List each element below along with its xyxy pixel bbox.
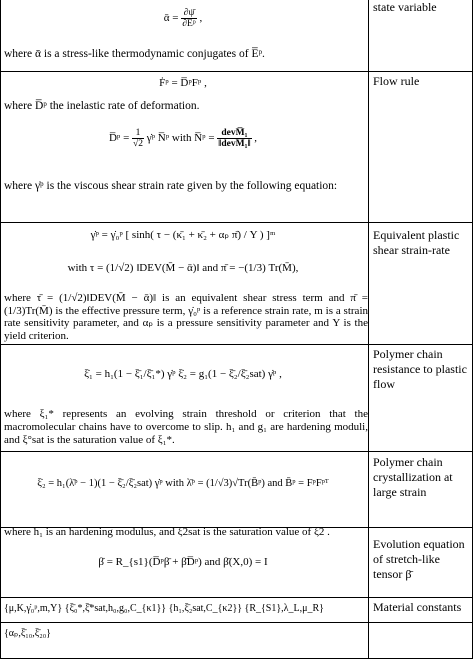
flow-eq2-lhs: D̅ᵖ = (108, 132, 133, 145)
state-text: where ᾱ is a stress-like thermodynamic conjugates of E̅ᵖ. (4, 48, 265, 60)
label-polymer-crystallization: Polymer chain crystallization at large strain (373, 455, 453, 499)
label-flow-rule: Flow rule (373, 74, 420, 88)
label-material-constants: Material constants (373, 600, 462, 614)
label-state-variable: state variable (373, 0, 437, 14)
label-polymer-resistance: Polymer chain resistance to plastic flow (373, 347, 467, 391)
constants-line-2: {αₚ,ξ̄₁₀,ξ̄₂₀} (4, 628, 51, 639)
flow-eq2-end: , (254, 132, 258, 145)
row-divider (0, 222, 473, 223)
polymer-equation: ξ̇₁ = h₁(1 − ξ̄₁/ξ̄₁*) γ̇ᵖ ξ̇₂ = g₁(1 − ξ̄₂/ξ̄₂sat) γ̇ᵖ , (84, 368, 282, 380)
cryst-equation: ξ̇₂ = h₁(λ̄ᵖ − 1)(1 − ξ̄₂/ξ̄₂sat) γ̇ᵖ with λ̄ᵖ = (1/√3)√Tr(B̄ᵖ) and B̄ᵖ = FᵖFᵖᵀ (37, 478, 329, 489)
shear-main-equation: γ̇ᵖ = γ̇₀ᵖ [ sinh( τ − (κ̄₁ + κ̄₂ + αₚ π̄) / Y ) ]ᵐ (90, 229, 276, 241)
state-eq-denominator: ∂E̅ᵖ (182, 19, 196, 29)
flow-eq2-mid: γ̇ᵖ N̅ᵖ with N̅ᵖ = (146, 132, 218, 145)
cryst-text: where h₁ is an hardening modulus, and ξ2sat is the saturation value of ξ2 . (4, 526, 330, 538)
flow-eq2-denominator: ‖devM̅₁‖ (218, 139, 251, 149)
shear-with-equation: with τ = (1/√2) ‖DEV(M̄ − ᾱ)‖ and π̄ = −(1/3) Tr(M̄), (67, 262, 299, 274)
polymer-text: where ξ₁* represents an evolving strain threshold or criterion that the macromolecular chains have to overcome to slip. h₁ and g₁ are hardening moduli, and ξ°sat is the saturation value of ξ₁*. (4, 408, 368, 446)
row-divider (0, 597, 473, 598)
flow-eq2-frac-num: 1 (132, 128, 144, 139)
row-divider (0, 344, 473, 345)
state-equation: ᾱ = $\frac{\partial\psī}{\text{∂E̅ᵖ}}$ , (163, 8, 203, 29)
label-evolution: Evolution equation of stretch-like tensor β̄ (373, 537, 465, 581)
flow-eq2-frac-den: √2 (133, 139, 144, 149)
constants-line-1: {μ,K,γ̇₀ᵖ,m,Y} {ξ̄₀*,ξ̄*sat,h₀,g₀,C_{κ1}} {h₁,ξ̄₂sat,C_{κ2}} {R_{S1},λ_L,μ_R} (4, 603, 324, 614)
state-eq-lhs: ᾱ = (163, 12, 182, 25)
row-divider (0, 71, 473, 72)
column-divider (368, 0, 369, 659)
state-eq-numerator: ∂ψ̄ (181, 8, 196, 19)
flow-text: where D̅ᵖ the inelastic rate of deformation. (4, 100, 200, 112)
flow-eq2-numerator: devM̅₁ (217, 128, 251, 139)
shear-text-b: where τ̄ = (1/√2)‖DEV(M̄ − ᾱ)‖ is an equivalent shear stress term and π̄ = (1/3)Tr(M̄) is the effective pressure term, γ̇₀ᵖ is a reference strain rate, m is a strain rate sensitivity parameter, and αₚ is a pressure sensitivity parameter and Y is the yield criterion. (4, 292, 368, 342)
row-divider (0, 451, 473, 452)
shear-text-a: where γ̇ᵖ is the viscous shear strain rate given by the following equation: (4, 180, 338, 192)
row-divider (0, 622, 473, 623)
label-equivalent-shear: Equivalent plastic shear strain-rate (373, 228, 460, 257)
flow-equation: Ḟᵖ = D̅ᵖFᵖ , (159, 77, 207, 89)
evolution-equation: β̇ = R_{s1}(D̅ᵖβ̄ + β̄D̅ᵖ) and β̄(X,0) = I (98, 556, 268, 568)
flow-equation-2 (0, 128, 366, 149)
table-border-right (472, 0, 473, 659)
